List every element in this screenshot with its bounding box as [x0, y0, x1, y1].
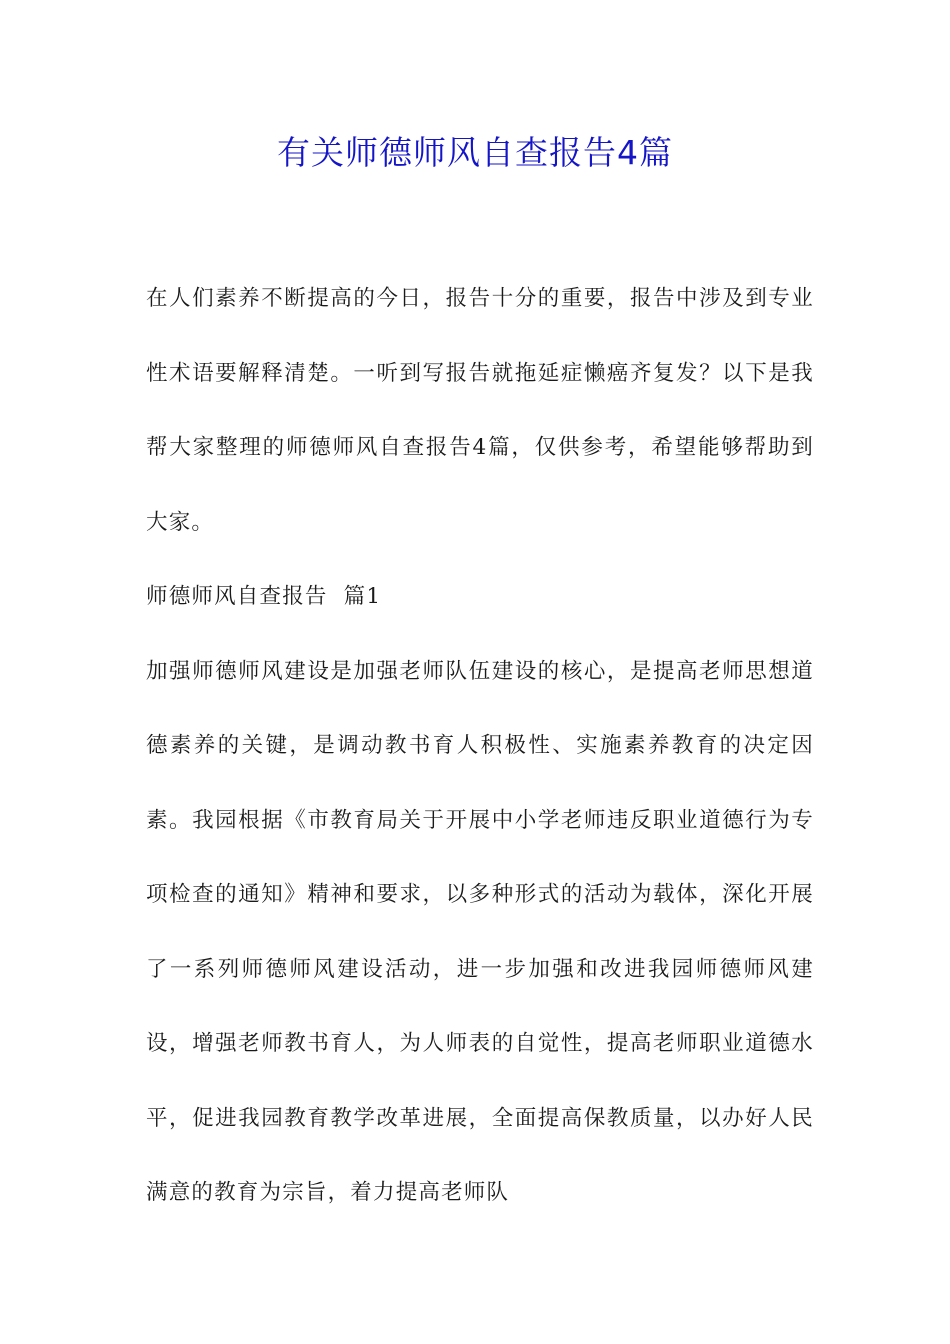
document-body [146, 262, 814, 1231]
document-title: 有关师德师风自查报告4篇 [277, 133, 673, 172]
section-heading: 师德师风自查报告 篇1 [146, 584, 382, 609]
intro-paragraph: 在人们素养不断提高的今日，报告十分的重要，报告中涉及到专业性术语要解释清楚。一听到写报告就拖延症懒癌齐复发？以下是我帮大家整理的师德师风自查报告4篇，仅供参考，希望能够帮助到大家。 [146, 286, 814, 535]
body-paragraph: 加强师德师风建设是加强老师队伍建设的核心，是提高老师思想道德素养的关键，是调动教书育人积极性、实施素养教育的决定因素。我园根据《市教育局关于开展中小学老师违反职业道德行为专项检查的通知》精神和要求，以多种形式的活动为载体，深化开展了一系列师德师风建设活动，进一步加强和改进我园师德师风建设，增强老师教书育人，为人师表的自觉性，提高老师职业道德水平，促进我园教育教学改革进展，全面提高保教质量，以办好人民满意的教育为宗旨，着力提高老师队 [146, 658, 814, 1205]
